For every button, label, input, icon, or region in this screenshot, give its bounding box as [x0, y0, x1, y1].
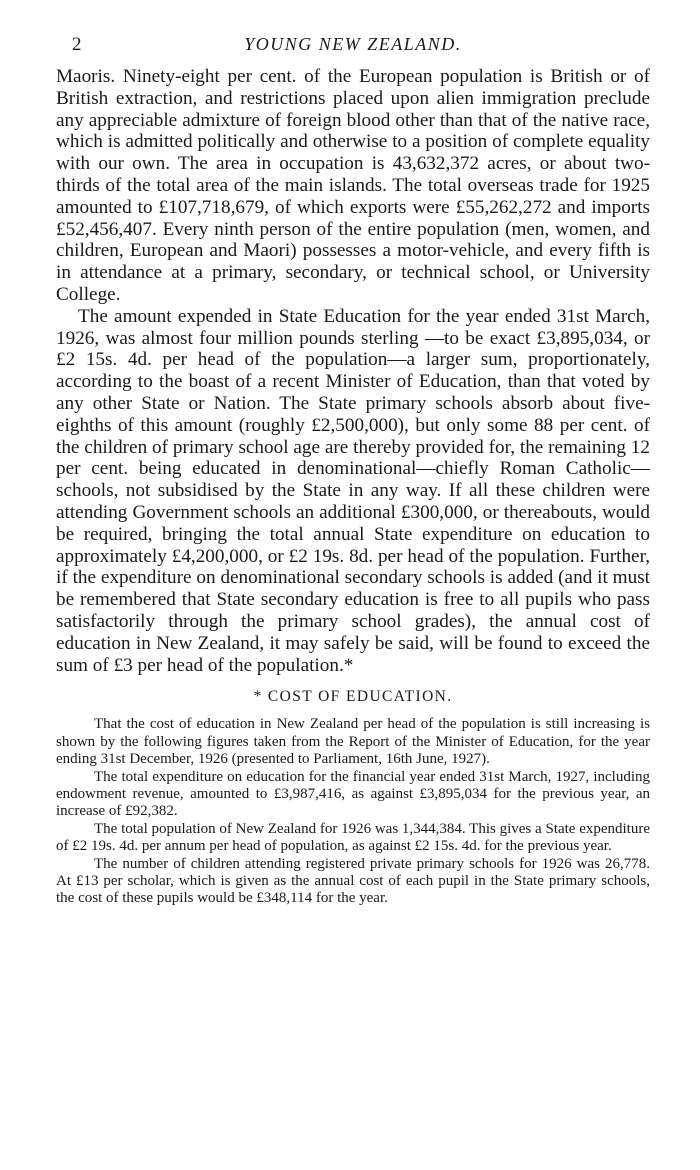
body-paragraph-education-expenditure: The amount expended in State Education for the year ended 31st March, 1926, was almost four million pounds sterling —to be exact £3,895,034, or £2 15s. 4d. per head of the population—a larger sum, proportionately, according to the boast of a recent Minister of Education, than that voted by any other State or Nation. The State primary schools absorb about five-eighths of this amount (roughly £2,500,000), but only some 88 per cent. of the children of primary school age are thereby provided for, the remaining 12 per cent. being educated in denominational—chiefly Roman Catholic—schools, not subsidised by the State in any way. If all these children were attending Government schools an additional £300,000, or thereabouts, would be required, bringing the total annual State expenditure on education to approximately £4,200,000, or £2 19s. 8d. per head of the population. Further, if the expenditure on denominational secondary schools is added (and it must be remembered that State secondary education is free to all pupils who pass satisfactorily through the primary school grades), the annual cost of education in New Zealand, it may safely be said, will be found to exceed the sum of £3 per head of the population.*: [56, 305, 650, 676]
footnote-paragraph: The number of children attending registered private primary schools for 1926 was 26,778. At £13 per scholar, which is given as the annual cost of each pupil in the State primary schools, the cost of these pupils would be £348,114 for the year.: [56, 855, 650, 907]
running-head: [56, 34, 650, 60]
running-title: YOUNG NEW ZEALAND.: [244, 34, 462, 54]
footnote-paragraph: The total expenditure on education for the financial year ended 31st March, 1927, including endowment revenue, amounted to £3,987,416, as against £3,895,034 for the previous year, an increase of £92,382.: [56, 768, 650, 820]
footnote-paragraph: The total population of New Zealand for 1926 was 1,344,384. This gives a State expenditure of £2 19s. 4d. per annum per head of population, as against £2 15s. 4d. for the previous year.: [56, 820, 650, 855]
book-page: [56, 34, 650, 908]
footnote-paragraph: That the cost of education in New Zealand per head of the population is still increasing is shown by the following figures taken from the Report of the Minister of Education, for the year ending 31st December, 1926 (presented to Parliament, 16th June, 1927).: [56, 716, 650, 768]
footnote-heading: * COST OF EDUCATION.: [253, 688, 453, 706]
page-number: 2: [72, 34, 82, 55]
footnote: [56, 688, 650, 907]
body-paragraph-continued: Maoris. Ninety-eight per cent. of the European population is British or of British extraction, and restrictions placed upon alien immigration preclude any appreciable admixture of foreign blood other than that of the native race, which is admitted politically and otherwise to a position of complete equality with our own. The area in occupation is 43,632,372 acres, or about two-thirds of the total area of the main islands. The total overseas trade for 1925 amounted to £107,718,679, of which exports were £55,262,272 and imports £52,456,407. Every ninth person of the entire population (men, women, and children, European and Maori) possesses a motor-vehicle, and every fifth is in attendance at a primary, secondary, or technical school, or University College.: [56, 66, 650, 305]
